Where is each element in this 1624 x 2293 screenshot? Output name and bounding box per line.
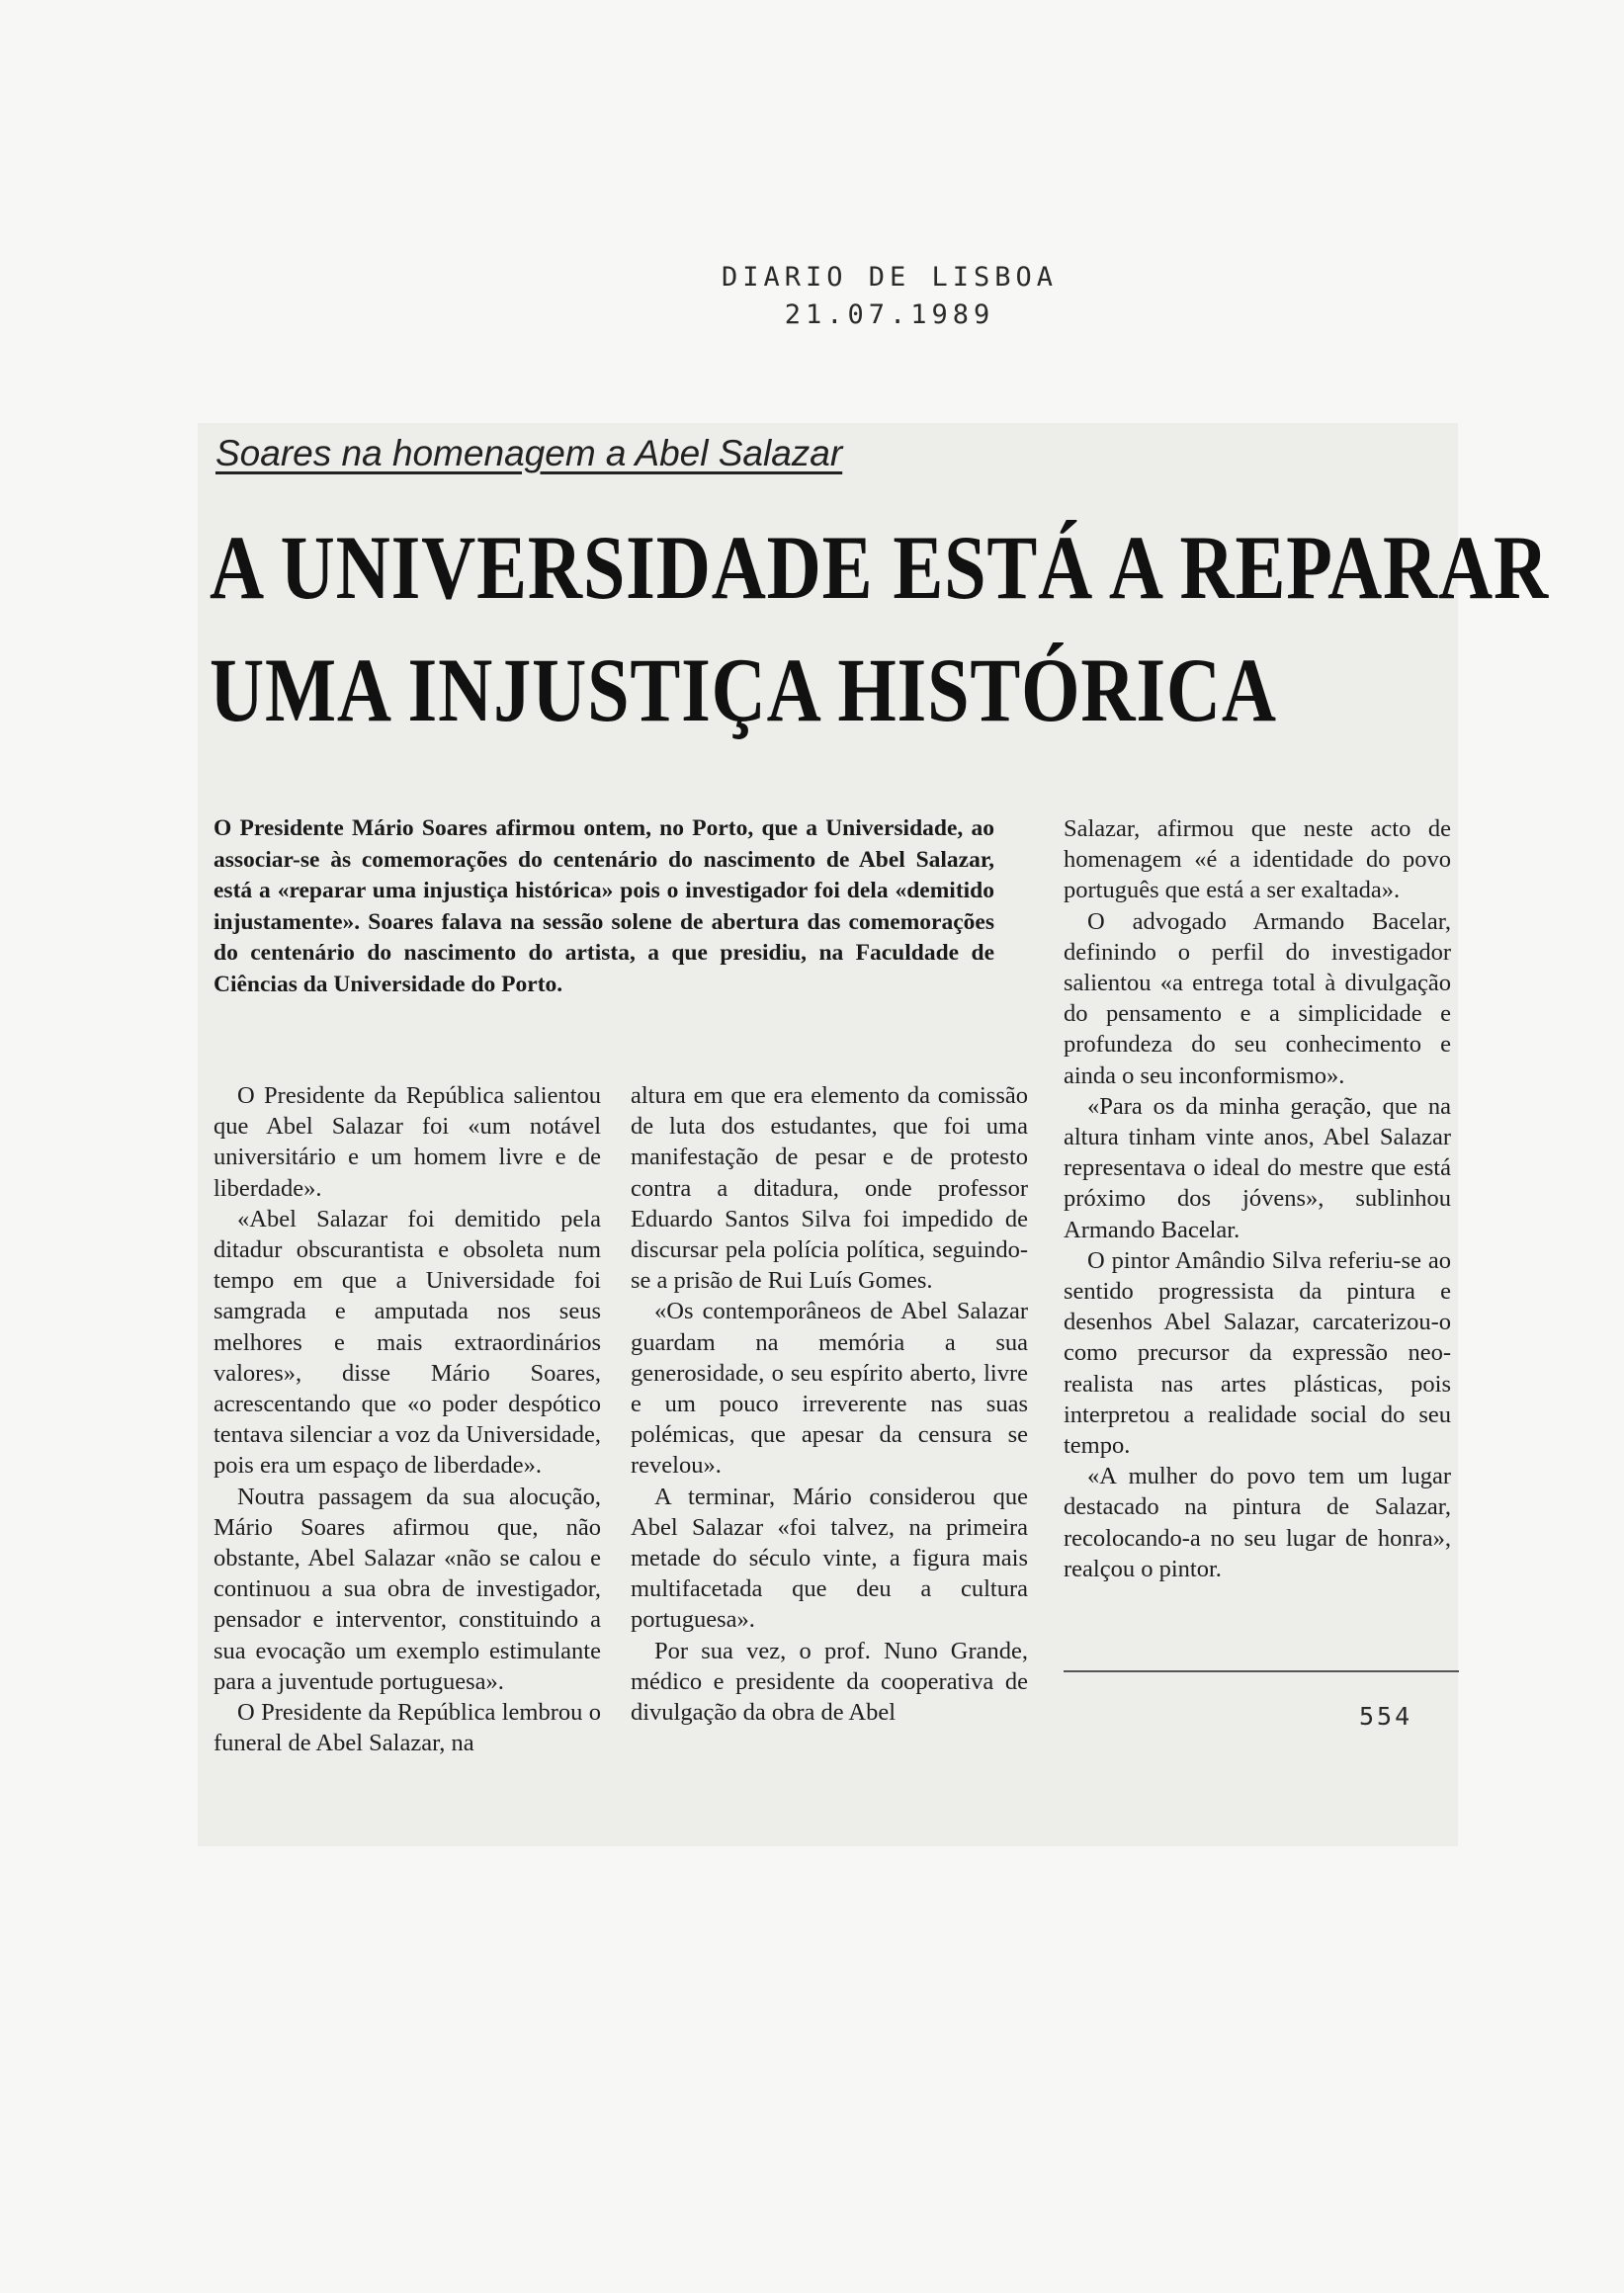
end-rule bbox=[1064, 1670, 1459, 1672]
paragraph: O Presidente da República lembrou o funeral de Abel Salazar, na bbox=[214, 1699, 601, 1757]
paragraph: Por sua vez, o prof. Nuno Grande, médico e presidente da cooperativa de divulgação da obra de Abel bbox=[631, 1637, 1028, 1727]
paragraph: «Os contemporâneos de Abel Salazar guardam na memória a sua generosidade, o seu espírito aberto, livre e um pouco irreverente nas suas polémicas, que apesar da censura se revelou». bbox=[631, 1298, 1028, 1480]
paragraph: «Para os da minha geração, que na altura tinham vinte anos, Abel Salazar representava o ideal do mestre que está próximo dos jóvens», sublinhou Armando Bacelar. bbox=[1064, 1092, 1451, 1243]
headline-line-1: A UNIVERSIDADE ESTÁ A REPARAR bbox=[210, 517, 1549, 618]
article-kicker: Soares na homenagem a Abel Salazar bbox=[215, 433, 843, 473]
paragraph: A terminar, Mário considerou que Abel Salazar «foi talvez, na primeira metade do século vinte, a figura mais multifacetada que deu a cultura portuguesa». bbox=[631, 1483, 1028, 1634]
article-lead: O Presidente Mário Soares afirmou ontem, no Porto, que a Universidade, ao associar-se às comemorações do centenário do nascimento de Abel Salazar, está a «reparar uma injustiça histórica» pois o investigador foi dela «demitido injustamente». Soares falava na sessão solene de abertura das comemorações do centenário do nascimento do artista, a que presidiu, na Faculdade de Ciências da Universidade do Porto. bbox=[214, 815, 994, 997]
paragraph: altura em que era elemento da comissão de luta dos estudantes, que foi uma manifestação de pesar e de protesto contra a ditadura, onde professor Eduardo Santos Silva foi impedido de discursar pela polícia política, seguindo-se a prisão de Rui Luís Gomes. bbox=[631, 1082, 1028, 1295]
text-column-1 bbox=[214, 1080, 601, 1758]
publication-name: DIARIO DE LISBOA bbox=[721, 262, 1059, 293]
paragraph: «A mulher do povo tem um lugar destacado na pintura de Salazar, recolocando-a no seu lugar de honra», realçou o pintor. bbox=[1064, 1463, 1451, 1582]
article-headline bbox=[210, 506, 1549, 751]
headline-line-2: UMA INJUSTIÇA HISTÓRICA bbox=[210, 639, 1277, 740]
text-column-3 bbox=[1064, 813, 1451, 1584]
paragraph: O pintor Amândio Silva referiu-se ao sentido progressista da pintura e desenhos Abel Salazar, carcaterizou-o como precursor da expressão neo-realista nas artes plásticas, pois interpretou a realidade social do seu tempo. bbox=[1064, 1246, 1451, 1460]
paragraph: O Presidente da República salientou que Abel Salazar foi «um notável universitário e um homem livre e de liberdade». bbox=[214, 1082, 601, 1202]
paragraph: Noutra passagem da sua alocução, Mário Soares afirmou que, não obstante, Abel Salazar «não se calou e continuou a sua obra de investigador, pensador e interventor, constituindo a sua evocação um exemplo estimulante para a juventude portuguesa». bbox=[214, 1483, 601, 1695]
page-number: 554 bbox=[1359, 1702, 1413, 1731]
paragraph: O advogado Armando Bacelar, definindo o perfil do investigador salientou «a entrega total à divulgação do pensamento e a simplicidade e profundeza do seu conhecimento e ainda o seu inconformismo». bbox=[1064, 907, 1451, 1089]
text-column-2 bbox=[631, 1080, 1028, 1728]
paragraph: Salazar, afirmou que neste acto de homenagem «é a identidade do povo português que está a ser exaltada». bbox=[1064, 815, 1451, 904]
publication-date: 21.07.1989 bbox=[784, 299, 995, 330]
archive-header bbox=[692, 259, 1087, 334]
paragraph: «Abel Salazar foi demitido pela ditadur obscurantista e obsoleta num tempo em que a Universidade foi samgrada e amputada nos seus melhores e mais extraordinários valores», disse Mário Soares, acrescentando que «o poder despótico tentava silenciar a voz da Universidade, pois era um espaço de liberdade». bbox=[214, 1205, 601, 1480]
